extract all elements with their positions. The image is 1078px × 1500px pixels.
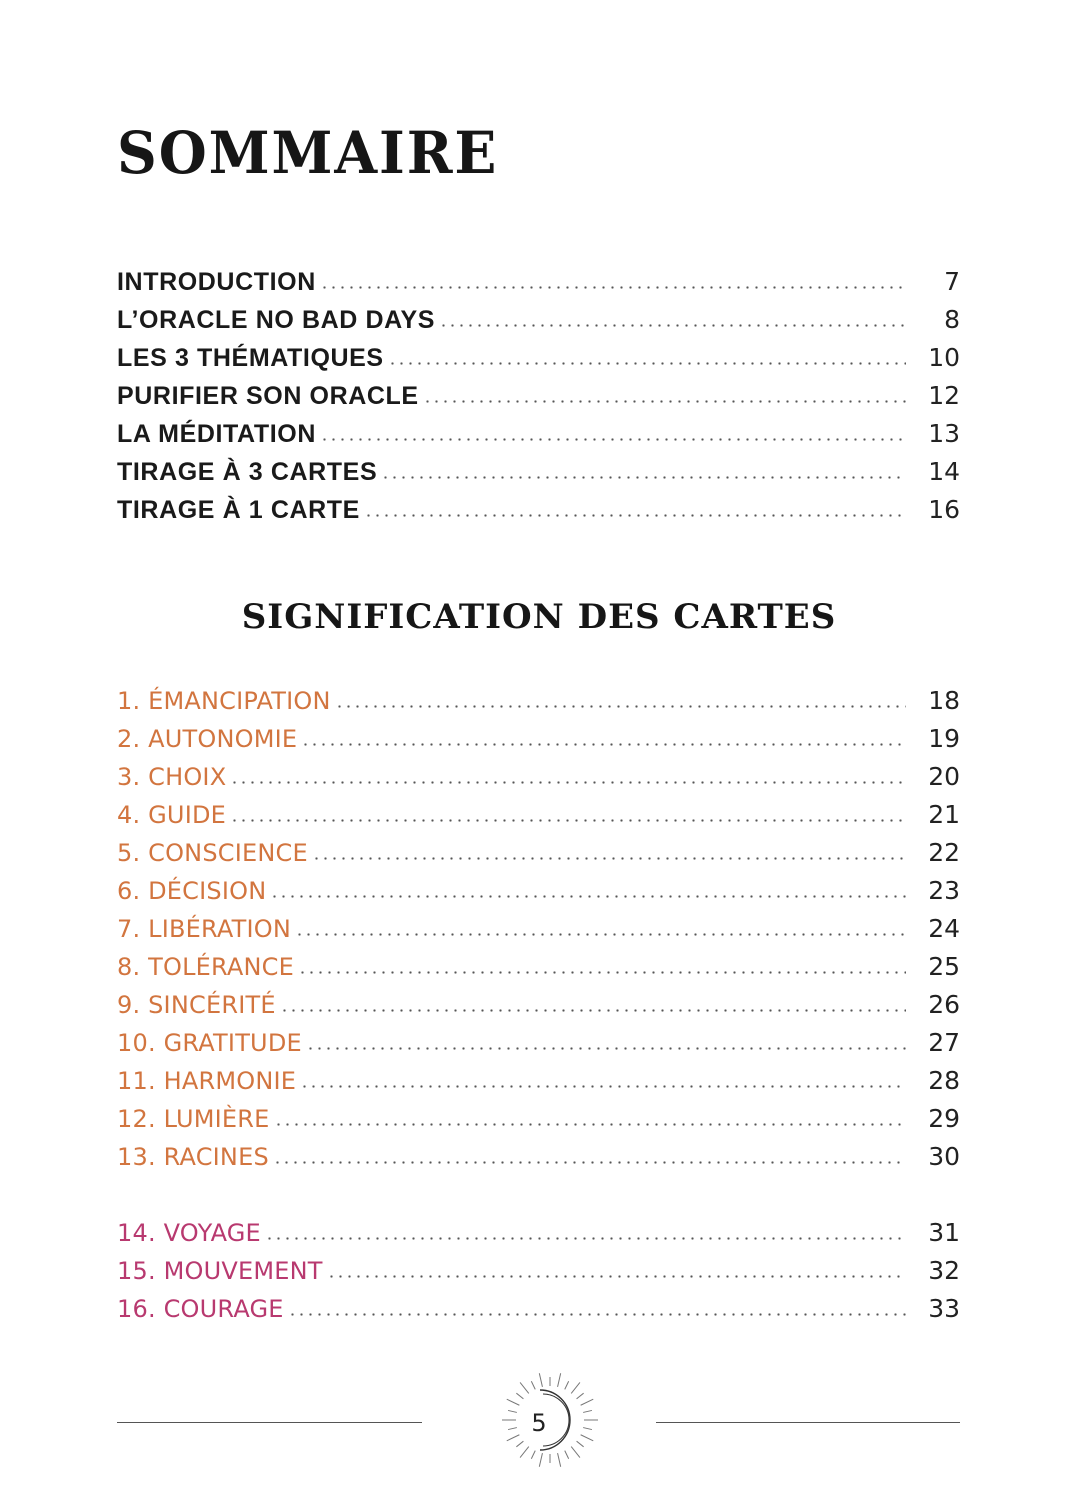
toc-entry[interactable] <box>117 948 960 986</box>
toc-entry[interactable] <box>117 758 960 796</box>
sun-ray <box>516 1441 523 1447</box>
toc-entry[interactable] <box>117 415 960 453</box>
toc-entry[interactable] <box>117 1100 960 1138</box>
toc-entry[interactable] <box>117 682 960 720</box>
sun-ray <box>531 1451 535 1459</box>
toc-entry-page: 31 <box>928 1218 960 1247</box>
toc-entry-page: 14 <box>928 457 960 486</box>
toc-entry[interactable] <box>117 834 960 872</box>
sun-ray <box>583 1428 592 1430</box>
sun-ray <box>565 1381 569 1389</box>
toc-entry[interactable] <box>117 720 960 758</box>
toc-entry[interactable] <box>117 1062 960 1100</box>
toc-entry-label: 3. CHOIX <box>117 763 227 791</box>
toc-entry-page: 30 <box>928 1142 960 1171</box>
dot-leader <box>280 1009 906 1012</box>
toc-entry-label: 8. TOLÉRANCE <box>117 953 295 981</box>
toc-entry-label: 9. SINCÉRITÉ <box>117 991 276 1019</box>
toc-entry[interactable] <box>117 491 960 529</box>
toc-entry-label: LES 3 THÉMATIQUES <box>117 344 384 372</box>
footer-divider-right <box>656 1422 960 1423</box>
toc-entry[interactable] <box>117 872 960 910</box>
toc-entry[interactable] <box>117 339 960 377</box>
toc-entry[interactable] <box>117 263 960 301</box>
sun-ray <box>558 1373 561 1387</box>
dot-leader <box>327 1275 906 1278</box>
sun-ray <box>581 1399 594 1405</box>
toc-entry-page: 12 <box>928 381 960 410</box>
sun-ray <box>539 1373 542 1387</box>
toc-entry-page: 13 <box>928 419 960 448</box>
sun-ray <box>507 1435 520 1441</box>
sun-ray <box>581 1435 594 1441</box>
sun-ray <box>520 1382 529 1393</box>
toc-entry-page: 19 <box>928 724 960 753</box>
toc-entry-page: 25 <box>928 952 960 981</box>
sun-ray <box>520 1447 529 1458</box>
toc-main-list <box>117 263 960 529</box>
toc-entry-page: 10 <box>928 343 960 372</box>
toc-entry-label: 14. VOYAGE <box>117 1219 261 1247</box>
sun-ray <box>571 1382 580 1393</box>
toc-entry-label: 11. HARMONIE <box>117 1067 297 1095</box>
toc-entry[interactable] <box>117 1290 960 1328</box>
toc-entry[interactable] <box>117 1252 960 1290</box>
page-number: 5 <box>531 1409 547 1437</box>
dot-leader <box>320 286 906 289</box>
toc-entry-page: 7 <box>944 267 960 296</box>
toc-entry[interactable] <box>117 453 960 491</box>
dot-leader <box>364 514 906 517</box>
dot-leader <box>439 324 906 327</box>
toc-entry-label: 10. GRATITUDE <box>117 1029 302 1057</box>
dot-leader <box>335 705 906 708</box>
dot-leader <box>288 1313 906 1316</box>
toc-entry-label: 2. AUTONOMIE <box>117 725 298 753</box>
toc-entry-label: 5. CONSCIENCE <box>117 839 308 867</box>
dot-leader <box>265 1237 906 1240</box>
toc-entry-page: 27 <box>928 1028 960 1057</box>
toc-entry-label: TIRAGE À 1 CARTE <box>117 496 360 524</box>
sun-ray <box>539 1453 542 1467</box>
dot-leader <box>300 1085 906 1088</box>
dot-leader <box>270 895 906 898</box>
toc-entry-label: LA MÉDITATION <box>117 420 316 448</box>
toc-entry-page: 33 <box>928 1294 960 1323</box>
toc-entry-page: 26 <box>928 990 960 1019</box>
toc-entry-page: 29 <box>928 1104 960 1133</box>
toc-entry[interactable] <box>117 796 960 834</box>
toc-entry[interactable] <box>117 301 960 339</box>
dot-leader <box>312 857 906 860</box>
dot-leader <box>306 1047 906 1050</box>
toc-entry-page: 16 <box>928 495 960 524</box>
toc-entry[interactable] <box>117 1214 960 1252</box>
toc-entry[interactable] <box>117 910 960 948</box>
footer-divider-left <box>117 1422 422 1423</box>
toc-entry-page: 23 <box>928 876 960 905</box>
toc-entry-page: 32 <box>928 1256 960 1285</box>
toc-entry-page: 24 <box>928 914 960 943</box>
sun-ray <box>508 1428 517 1430</box>
toc-entry-label: 4. GUIDE <box>117 801 227 829</box>
toc-entry-label: 7. LIBÉRATION <box>117 915 292 943</box>
toc-entry[interactable] <box>117 1024 960 1062</box>
dot-leader <box>301 743 906 746</box>
dot-leader <box>230 819 906 822</box>
toc-entry-label: TIRAGE À 3 CARTES <box>117 458 378 486</box>
dot-leader <box>298 971 906 974</box>
sun-ray <box>507 1399 520 1405</box>
dot-leader <box>295 933 906 936</box>
dot-leader <box>320 438 906 441</box>
sun-ray <box>577 1441 584 1447</box>
cards-section-title: SIGNIFICATION DES CARTES <box>241 597 837 637</box>
toc-entry-label: 16. COURAGE <box>117 1295 284 1323</box>
sun-ray <box>508 1410 517 1412</box>
toc-entry-label: 13. RACINES <box>117 1143 269 1171</box>
toc-entry-label: 6. DÉCISION <box>117 877 267 905</box>
toc-entry-page: 22 <box>928 838 960 867</box>
page-title: SOMMAIRE <box>117 119 499 187</box>
toc-entry-label: L’ORACLE NO BAD DAYS <box>117 306 436 334</box>
toc-entry-label: 15. MOUVEMENT <box>117 1257 323 1285</box>
toc-cards-list-group-b <box>117 1214 960 1328</box>
toc-entry-page: 8 <box>944 305 960 334</box>
toc-entry-page: 21 <box>928 800 960 829</box>
dot-leader <box>423 400 906 403</box>
sun-ray <box>571 1447 580 1458</box>
toc-entry[interactable] <box>117 986 960 1024</box>
toc-entry-page: 20 <box>928 762 960 791</box>
toc-entry-label: 12. LUMIÈRE <box>117 1105 270 1133</box>
sun-ray <box>558 1453 561 1467</box>
sun-ray <box>565 1451 569 1459</box>
sun-ray <box>577 1393 584 1399</box>
toc-entry-page: 28 <box>928 1066 960 1095</box>
dot-leader <box>274 1123 906 1126</box>
toc-entry[interactable] <box>117 1138 960 1176</box>
toc-entry-label: 1. ÉMANCIPATION <box>117 687 331 715</box>
dot-leader <box>381 476 906 479</box>
toc-entry-label: PURIFIER SON ORACLE <box>117 382 419 410</box>
sun-ray <box>583 1410 592 1412</box>
toc-entry-page: 18 <box>928 686 960 715</box>
toc-entry[interactable] <box>117 377 960 415</box>
dot-leader <box>388 362 906 365</box>
sun-ray <box>516 1393 523 1399</box>
dot-leader <box>230 781 906 784</box>
toc-cards-list-group-a <box>117 682 960 1176</box>
sun-ray <box>531 1381 535 1389</box>
toc-entry-label: INTRODUCTION <box>117 268 316 296</box>
dot-leader <box>273 1161 906 1164</box>
